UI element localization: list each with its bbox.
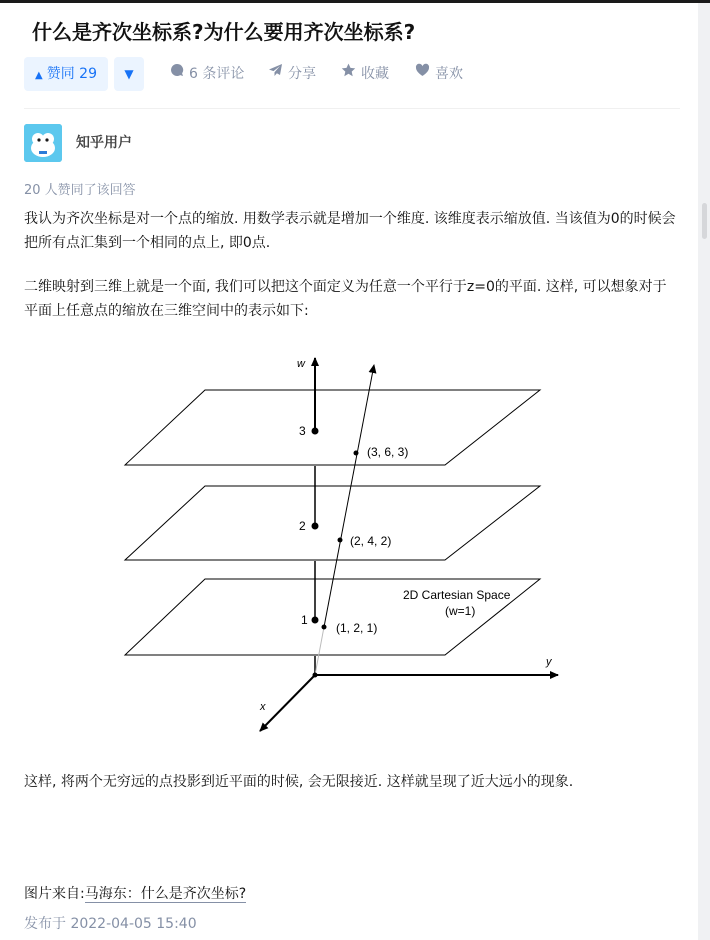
answer-paragraph-3: 这样, 将两个无穷远的点投影到近平面的时候, 会无限接近. 这样就呈现了近大远小的现象. bbox=[24, 774, 574, 790]
plane-label-title: 2D Cartesian Space bbox=[403, 588, 511, 602]
like-button[interactable] bbox=[415, 57, 463, 91]
plane-label-w1: (w=1) bbox=[445, 604, 476, 618]
point-label-2: (2, 4, 2) bbox=[350, 534, 392, 548]
scrollbar-thumb[interactable] bbox=[702, 203, 707, 239]
author-name[interactable]: 知乎用户 bbox=[76, 135, 132, 151]
x-axis bbox=[260, 675, 315, 731]
ray-point-1 bbox=[322, 625, 327, 630]
comment-bubble-icon bbox=[170, 56, 184, 90]
source-link[interactable]: 马海东：什么是齐次坐标? bbox=[84, 886, 247, 902]
level-point-2 bbox=[312, 523, 319, 530]
ray-point-3 bbox=[354, 451, 359, 456]
comments-button[interactable] bbox=[170, 57, 244, 91]
downvote-triangle-icon: ▼ bbox=[124, 67, 134, 81]
share-button[interactable] bbox=[268, 57, 316, 91]
divider bbox=[24, 108, 680, 109]
heart-icon bbox=[415, 56, 430, 90]
homogeneous-coordinates-figure bbox=[110, 353, 570, 743]
upvote-triangle-icon: ▲ bbox=[35, 70, 43, 81]
w-axis-label: w bbox=[297, 358, 305, 370]
answer-paragraph-1: 我认为齐次坐标是对一个点的缩放. 用数学表示就是增加一个维度. 该维度表示缩放值. 当该值为0的时候会把所有点汇集到一个相同的点上, 即0点. bbox=[24, 211, 676, 251]
share-label: 分享 bbox=[288, 66, 316, 82]
upvote-button[interactable] bbox=[24, 57, 108, 91]
point-label-3: (3, 6, 3) bbox=[367, 445, 409, 459]
image-source bbox=[24, 883, 246, 903]
publish-time[interactable]: 发布于 2022-04-05 15:40 bbox=[24, 916, 197, 932]
level-label-2: 2 bbox=[299, 519, 306, 533]
level-point-1 bbox=[312, 617, 319, 624]
point-label-1: (1, 2, 1) bbox=[336, 621, 378, 635]
level-label-3: 3 bbox=[299, 424, 306, 438]
answer-card bbox=[0, 3, 698, 940]
origin-point bbox=[313, 673, 318, 678]
source-prefix: 图片来自: bbox=[24, 886, 85, 902]
answer-paragraph-2: 二维映射到三维上就是一个面, 我们可以把这个面定义为任意一个平行于z=0的平面. 这样, 可以想象对于平面上任意点的缩放在三维空间中的表示如下: bbox=[24, 279, 667, 319]
x-axis-label: x bbox=[260, 701, 266, 713]
plane-w2 bbox=[125, 486, 540, 560]
favorite-label: 收藏 bbox=[361, 66, 389, 82]
y-axis-label: y bbox=[546, 656, 552, 668]
comments-label: 6 条评论 bbox=[189, 66, 245, 82]
like-label: 喜欢 bbox=[435, 66, 463, 82]
question-title[interactable]: 什么是齐次坐标系?为什么要用齐次坐标系? bbox=[32, 20, 416, 44]
level-label-1: 1 bbox=[301, 613, 308, 627]
answer-vote-count: 20 人赞同了该回答 bbox=[24, 183, 136, 198]
page-scrollbar[interactable] bbox=[698, 3, 710, 940]
plane-w3 bbox=[125, 390, 540, 465]
ray-point-2 bbox=[338, 538, 343, 543]
paper-plane-icon bbox=[268, 56, 283, 90]
level-point-3 bbox=[312, 428, 319, 435]
upvote-label: 赞同 29 bbox=[46, 66, 97, 82]
projection-ray-lower bbox=[315, 627, 324, 675]
projection-ray bbox=[324, 365, 374, 627]
downvote-button[interactable] bbox=[114, 57, 144, 91]
favorite-button[interactable] bbox=[341, 57, 389, 91]
author-avatar[interactable] bbox=[24, 124, 62, 162]
star-icon bbox=[341, 56, 356, 90]
